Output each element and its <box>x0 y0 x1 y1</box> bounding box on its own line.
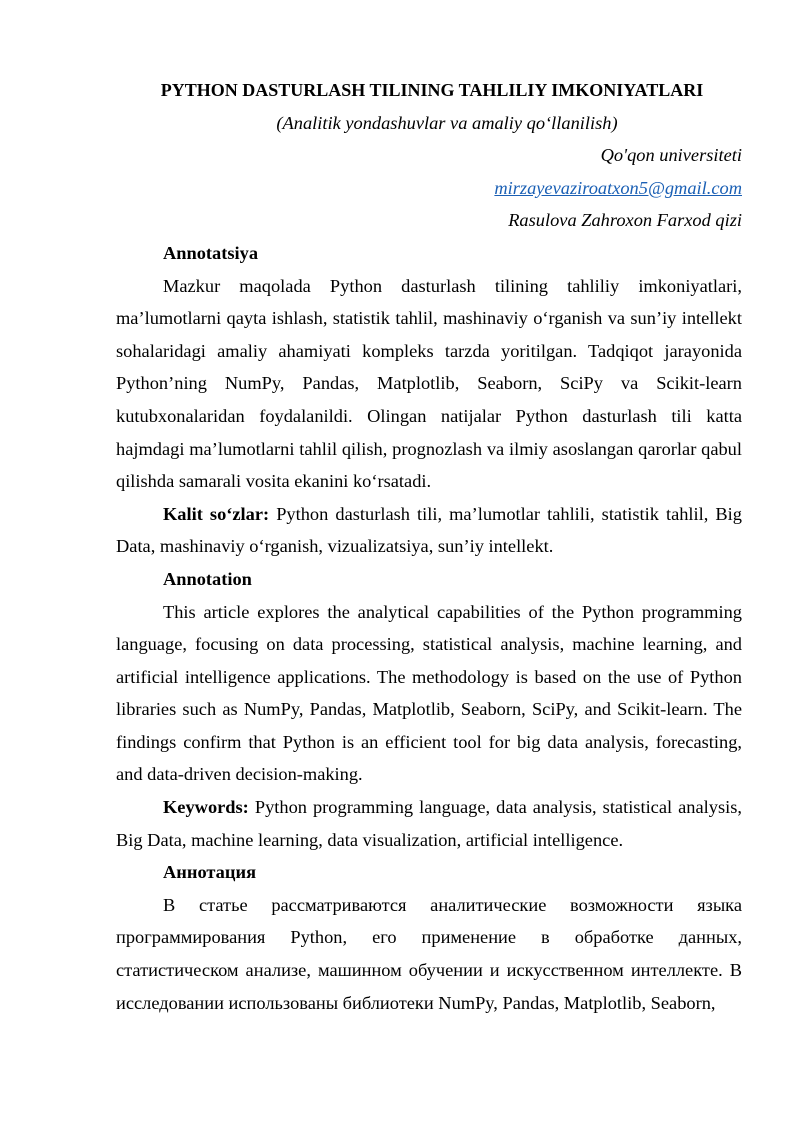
affiliation: Qo'qon universiteti <box>600 145 742 166</box>
ru-abstract-body: В статье рассматриваются аналитические возможности языка программирования Python, его применение в обработке данных, статистическом анализе, машинном обучении и искусственном интеллекте. В исследовании использованы библиотеки NumPy, Pandas, Matplotlib, Seaborn, <box>116 894 742 1013</box>
uz-keywords <box>116 498 742 563</box>
en-keywords-label: Keywords: <box>163 797 249 818</box>
en-abstract-heading: Annotation <box>163 568 252 589</box>
en-keywords <box>116 791 742 856</box>
uz-abstract-heading: Annotatsiya <box>163 242 259 263</box>
uz-keywords-label: Kalit so‘zlar: <box>163 503 270 524</box>
uz-keywords-text: Python dasturlash tili, ma’lumotlar tahlili, statistik tahlil, Big Data, mashinaviy o‘rganish, vizualizatsiya, sun’iy intellekt. <box>116 503 742 557</box>
ru-abstract-heading: Аннотация <box>163 862 257 883</box>
en-abstract-body: This article explores the analytical capabilities of the Python programming language, focusing on data processing, statistical analysis, machine learning, and artificial intelligence applications. The methodology is based on the use of Python libraries such as NumPy, Pandas, Matplotlib, Seaborn, SciPy, and Scikit-learn. The findings confirm that Python is an efficient tool for big data analysis, forecasting, and data-driven decision-making. <box>116 601 742 785</box>
paper-subtitle: (Analitik yondashuvlar va amaliy qo‘llanilish) <box>276 112 618 133</box>
en-keywords-text: Python programming language, data analysis, statistical analysis, Big Data, machine learning, data visualization, artificial intelligence. <box>116 797 742 850</box>
email-link[interactable]: mirzayevaziroatxon5@gmail.com <box>494 177 742 198</box>
author-name: Rasulova Zahroxon Farxod qizi <box>508 210 742 231</box>
paper-title: PYTHON DASTURLASH TILINING TAHLILIY IMKONIYATLARI <box>160 80 704 100</box>
uz-abstract-body: Mazkur maqolada Python dasturlash tilining tahliliy imkoniyatlari, ma’lumotlarni qayta ishlash, statistik tahlil, mashinaviy o‘rganish va sun’iy intellekt sohalaridagi amaliy ahamiyati kompleks tarzda yoritilgan. Tadqiqot jarayonida Python’ning NumPy, Pandas, Matplotlib, Seaborn, SciPy va Scikit-learn kutubxonalaridan foydalanildi. Olingan natijalar Python dasturlash tili katta hajmdagi ma’lumotlarni tahlil qilish, prognozlash va ilmiy asoslangan qarorlar qabul qilishda samarali vosita ekanini ko‘rsatadi. <box>116 275 742 492</box>
email-line <box>116 172 742 205</box>
